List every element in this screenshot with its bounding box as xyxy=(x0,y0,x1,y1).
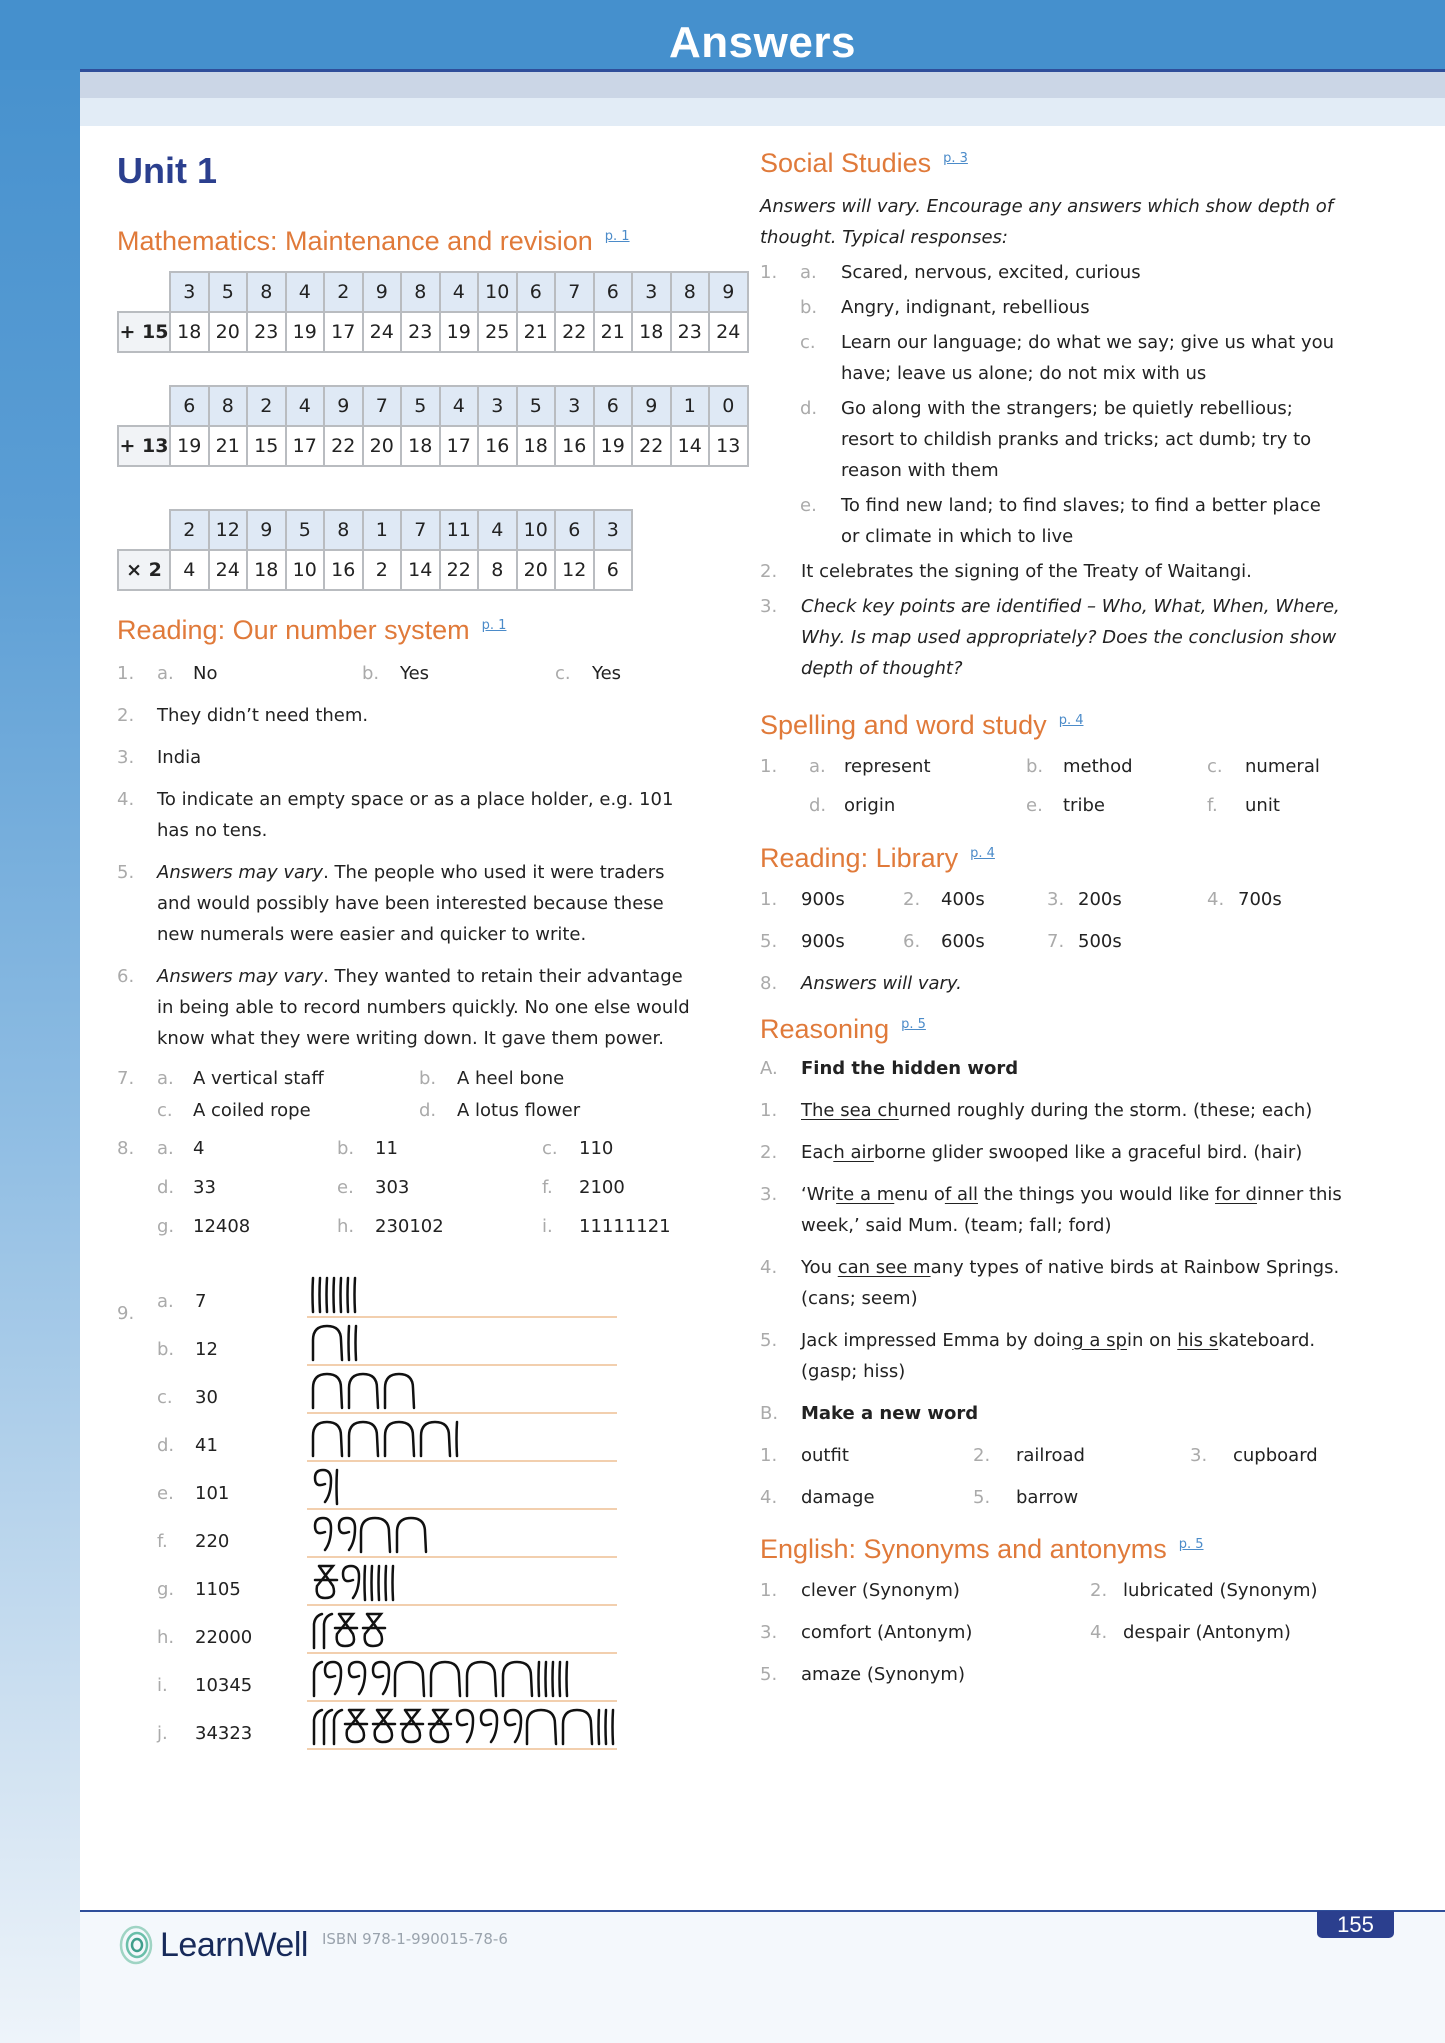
input-cell: 6 xyxy=(594,272,633,312)
output-cell: 10 xyxy=(286,550,325,590)
reading-answers xyxy=(117,658,757,1752)
input-cell: 0 xyxy=(709,386,748,426)
math-table xyxy=(117,271,749,353)
input-cell: 6 xyxy=(555,510,594,550)
input-cell: 7 xyxy=(555,272,594,312)
social-answer-3: 3. Check key points are identified – Who, What, When, Where, Why. Is map used appropriately? Does the conclusion show depth of thought? xyxy=(760,596,1340,679)
header-band xyxy=(80,72,1445,98)
section-title-english: English: Synonyms and antonyms xyxy=(760,1534,1167,1564)
output-cell: 15 xyxy=(247,426,286,466)
answer-line xyxy=(307,1460,617,1462)
page-number: 155 xyxy=(1317,1911,1394,1938)
operation-label: + 13 xyxy=(118,426,170,466)
input-cell: 6 xyxy=(170,386,209,426)
output-cell: 23 xyxy=(401,312,440,352)
answer-5: 5. Answers may vary. The people who used it were traders and would possibly have been interested because these new numerals were easier and quicker to write. xyxy=(117,862,665,945)
input-cell: 4 xyxy=(286,386,325,426)
egyptian-numeral-row: f. 220 xyxy=(117,1512,757,1560)
input-cell: 10 xyxy=(478,272,517,312)
egyptian-numeral-row: c. 30 xyxy=(117,1368,757,1416)
input-cell: 4 xyxy=(478,510,517,550)
answer-6: 6. Answers may vary. They wanted to retain their advantage in being able to record numbers quickly. No one else would know what they were writing down. It gave them power. xyxy=(117,966,690,1049)
egyptian-hieroglyph-icon xyxy=(309,1416,466,1460)
answer-line xyxy=(307,1364,617,1366)
input-cell: 9 xyxy=(247,510,286,550)
output-cell: 18 xyxy=(401,426,440,466)
output-cell: 17 xyxy=(440,426,479,466)
reasoning-answers: A. Find the hidden word 1. The sea churned roughly during the storm. (these; each) 2. Each airborne glider swooped like a graceful bird. (hair) 3. ‘Write a menu of all the things you would like for dinner this week,’ said Mum. (team; fall; ford) 4. You can see many types of native birds at Rainbow Springs. (cans; seem) 5. Jack impressed Emma by doing a spin on his skateboard. (gasp; hiss) B. Make a new word 1. outfit 2. railroad 3. cupboard 4. damage 5. barrow xyxy=(760,1058,1342,1508)
footer-divider xyxy=(80,1910,1445,1912)
answer-line xyxy=(307,1508,617,1510)
egyptian-numeral-row: e. 101 xyxy=(117,1464,757,1512)
input-cell: 7 xyxy=(401,510,440,550)
spelling-answers: 1. a. represent b. method c. numeral d. origin e. tribe f. unit xyxy=(760,756,1320,816)
input-cell: 9 xyxy=(709,272,748,312)
input-cell: 8 xyxy=(247,272,286,312)
output-cell: 13 xyxy=(709,426,748,466)
output-cell: 23 xyxy=(671,312,710,352)
output-cell: 21 xyxy=(209,426,248,466)
output-cell: 16 xyxy=(478,426,517,466)
output-cell: 6 xyxy=(594,550,633,590)
input-cell: 6 xyxy=(594,386,633,426)
right-column xyxy=(760,148,1360,1701)
answer-line xyxy=(307,1556,617,1558)
page-ref-link[interactable]: p. 1 xyxy=(481,617,507,633)
output-cell: 21 xyxy=(517,312,556,352)
output-cell: 14 xyxy=(401,550,440,590)
output-cell: 18 xyxy=(632,312,671,352)
page-header-title: Answers xyxy=(669,18,856,67)
input-cell: 1 xyxy=(363,510,402,550)
output-cell: 22 xyxy=(555,312,594,352)
output-cell: 17 xyxy=(286,426,325,466)
egyptian-hieroglyph-icon xyxy=(309,1272,364,1316)
output-cell: 16 xyxy=(555,426,594,466)
egyptian-hieroglyph-icon xyxy=(309,1560,402,1604)
section-title-spelling: Spelling and word study xyxy=(760,710,1047,740)
page-ref-link[interactable]: p. 1 xyxy=(604,228,630,244)
section-title-reading: Reading: Our number system xyxy=(117,615,470,645)
egyptian-hieroglyph-icon xyxy=(309,1704,622,1748)
input-cell: 4 xyxy=(440,272,479,312)
page-ref-link[interactable]: p. 4 xyxy=(1058,712,1084,728)
english-answers: 1. clever (Synonym) 2. lubricated (Synonym) 3. comfort (Antonym) 4. despair (Antonym) 5. amaze (Synonym) xyxy=(760,1580,1318,1685)
egyptian-numeral-row: i. 10345 xyxy=(117,1656,757,1704)
social-intro: Answers will vary. Encourage any answers which show depth of thought. Typical responses: xyxy=(760,196,1334,248)
output-cell: 4 xyxy=(170,550,209,590)
section-title-reasoning: Reasoning xyxy=(760,1014,890,1044)
input-cell: 8 xyxy=(209,386,248,426)
output-cell: 19 xyxy=(440,312,479,352)
answer-3: 3. India xyxy=(117,747,202,768)
input-cell: 8 xyxy=(401,272,440,312)
input-cell: 2 xyxy=(170,510,209,550)
egyptian-hieroglyph-icon xyxy=(309,1608,391,1652)
output-cell: 21 xyxy=(594,312,633,352)
input-cell: 2 xyxy=(247,386,286,426)
input-cell: 10 xyxy=(517,510,556,550)
answer-line xyxy=(307,1604,617,1606)
input-cell: 8 xyxy=(671,272,710,312)
answer-line xyxy=(307,1412,617,1414)
output-cell: 18 xyxy=(517,426,556,466)
output-cell: 24 xyxy=(209,550,248,590)
output-cell: 19 xyxy=(170,426,209,466)
output-cell: 19 xyxy=(286,312,325,352)
output-cell: 22 xyxy=(632,426,671,466)
egyptian-hieroglyph-icon xyxy=(309,1320,365,1364)
social-answer-1: 1. a. Scared, nervous, excited, curious b. Angry, indignant, rebellious c. Learn our language; do what we say; give us what you have; leave us alone; do not mix with us d. Go along with the strangers; be quietly rebellious; resort to childish pranks and tricks; act dumb; try to reason with them e. To find new land; to find slaves; to find a better place or climate in which to live xyxy=(760,262,1335,547)
section-title-social-studies: Social Studies xyxy=(760,148,932,178)
answer-9: 9. a. 7 b. 12 c. 30 d. 41 e. 101 f. 220 g. 1105 h. 22000 i. 10345 j. 34323 xyxy=(117,1272,757,1752)
input-cell: 11 xyxy=(440,510,479,550)
isbn: ISBN 978-1-990015-78-6 xyxy=(321,1930,508,1948)
egyptian-numeral-row: a. 7 xyxy=(117,1272,757,1320)
answer-7: 7. a. A vertical staff b. A heel bone c. A coiled rope d. A lotus flower xyxy=(117,1068,581,1121)
output-cell: 2 xyxy=(363,550,402,590)
operation-label: + 15 xyxy=(118,312,170,352)
output-cell: 19 xyxy=(594,426,633,466)
output-cell: 18 xyxy=(247,550,286,590)
output-cell: 25 xyxy=(478,312,517,352)
egyptian-numeral-row: j. 34323 xyxy=(117,1704,757,1752)
input-cell: 3 xyxy=(632,272,671,312)
math-table xyxy=(117,509,633,591)
output-cell: 17 xyxy=(324,312,363,352)
page-ref-link[interactable]: p. 4 xyxy=(970,845,995,861)
egyptian-hieroglyph-icon xyxy=(309,1368,423,1412)
math-tables xyxy=(117,271,757,591)
input-cell: 3 xyxy=(594,510,633,550)
operation-label: × 2 xyxy=(118,550,170,590)
answer-4: 4. To indicate an empty space or as a place holder, e.g. 101 has no tens. xyxy=(117,789,674,841)
input-cell: 9 xyxy=(363,272,402,312)
output-cell: 22 xyxy=(324,426,363,466)
section-title-library: Reading: Library xyxy=(760,843,959,873)
input-cell: 3 xyxy=(478,386,517,426)
output-cell: 18 xyxy=(170,312,209,352)
header-band-light xyxy=(80,98,1445,126)
egyptian-numeral-row: b. 12 xyxy=(117,1320,757,1368)
input-cell: 4 xyxy=(440,386,479,426)
section-title-math: Mathematics: Maintenance and revision xyxy=(117,226,593,256)
social-answer-2: 2. It celebrates the signing of the Treaty of Waitangi. xyxy=(760,561,1252,582)
page-ref-link[interactable]: p. 5 xyxy=(901,1016,926,1032)
answer-1: 1. a. No b. Yes c. Yes xyxy=(117,663,622,684)
output-cell: 16 xyxy=(324,550,363,590)
egyptian-numeral-row: g. 1105 xyxy=(117,1560,757,1608)
input-cell: 5 xyxy=(209,272,248,312)
left-column xyxy=(117,150,757,1752)
egyptian-hieroglyph-icon xyxy=(309,1512,435,1556)
header-bar xyxy=(0,0,1445,70)
output-cell: 12 xyxy=(555,550,594,590)
unit-title: Unit 1 xyxy=(117,150,218,191)
output-cell: 8 xyxy=(478,550,517,590)
input-cell: 4 xyxy=(286,272,325,312)
answer-line xyxy=(307,1748,617,1750)
egyptian-numerals-list xyxy=(117,1272,757,1752)
input-cell: 5 xyxy=(401,386,440,426)
input-cell: 3 xyxy=(555,386,594,426)
input-cell: 6 xyxy=(517,272,556,312)
output-cell: 22 xyxy=(440,550,479,590)
library-answers: 1. 900s 2. 400s 3. 200s 4. 700s 5. 900s 6. 600s 7. 500s 8. Answers will vary. xyxy=(760,889,1282,994)
brand-name: LearnWell xyxy=(160,1925,308,1964)
page-ref-link[interactable]: p. 5 xyxy=(1178,1536,1204,1552)
output-cell: 20 xyxy=(517,550,556,590)
input-cell: 3 xyxy=(170,272,209,312)
egyptian-hieroglyph-icon xyxy=(309,1656,576,1700)
publisher-logo xyxy=(118,1925,508,1965)
input-cell: 9 xyxy=(324,386,363,426)
egyptian-numeral-row: h. 22000 xyxy=(117,1608,757,1656)
answer-line xyxy=(307,1700,617,1702)
input-cell: 5 xyxy=(286,510,325,550)
input-cell: 5 xyxy=(517,386,556,426)
input-cell: 2 xyxy=(324,272,363,312)
egyptian-numeral-row: d. 41 xyxy=(117,1416,757,1464)
answer-line xyxy=(307,1316,617,1318)
page-ref-link[interactable]: p. 3 xyxy=(943,150,968,166)
input-cell: 1 xyxy=(671,386,710,426)
output-cell: 20 xyxy=(209,312,248,352)
left-decorative-band xyxy=(0,0,80,2043)
input-cell: 8 xyxy=(324,510,363,550)
output-cell: 14 xyxy=(671,426,710,466)
output-cell: 20 xyxy=(363,426,402,466)
input-cell: 12 xyxy=(209,510,248,550)
answer-8: 8. a. 4 b. 11 c. 110 d. 33 e. 303 f. 2100 g. 12408 h. 230102 i. 11111121 xyxy=(117,1138,671,1237)
math-table xyxy=(117,385,749,467)
input-cell: 7 xyxy=(363,386,402,426)
output-cell: 24 xyxy=(709,312,748,352)
egyptian-hieroglyph-icon xyxy=(309,1464,346,1508)
input-cell: 9 xyxy=(632,386,671,426)
answer-line xyxy=(307,1652,617,1654)
swirl-logo-icon xyxy=(118,1925,154,1965)
output-cell: 23 xyxy=(247,312,286,352)
answer-2: 2. They didn’t need them. xyxy=(117,705,369,726)
output-cell: 24 xyxy=(363,312,402,352)
